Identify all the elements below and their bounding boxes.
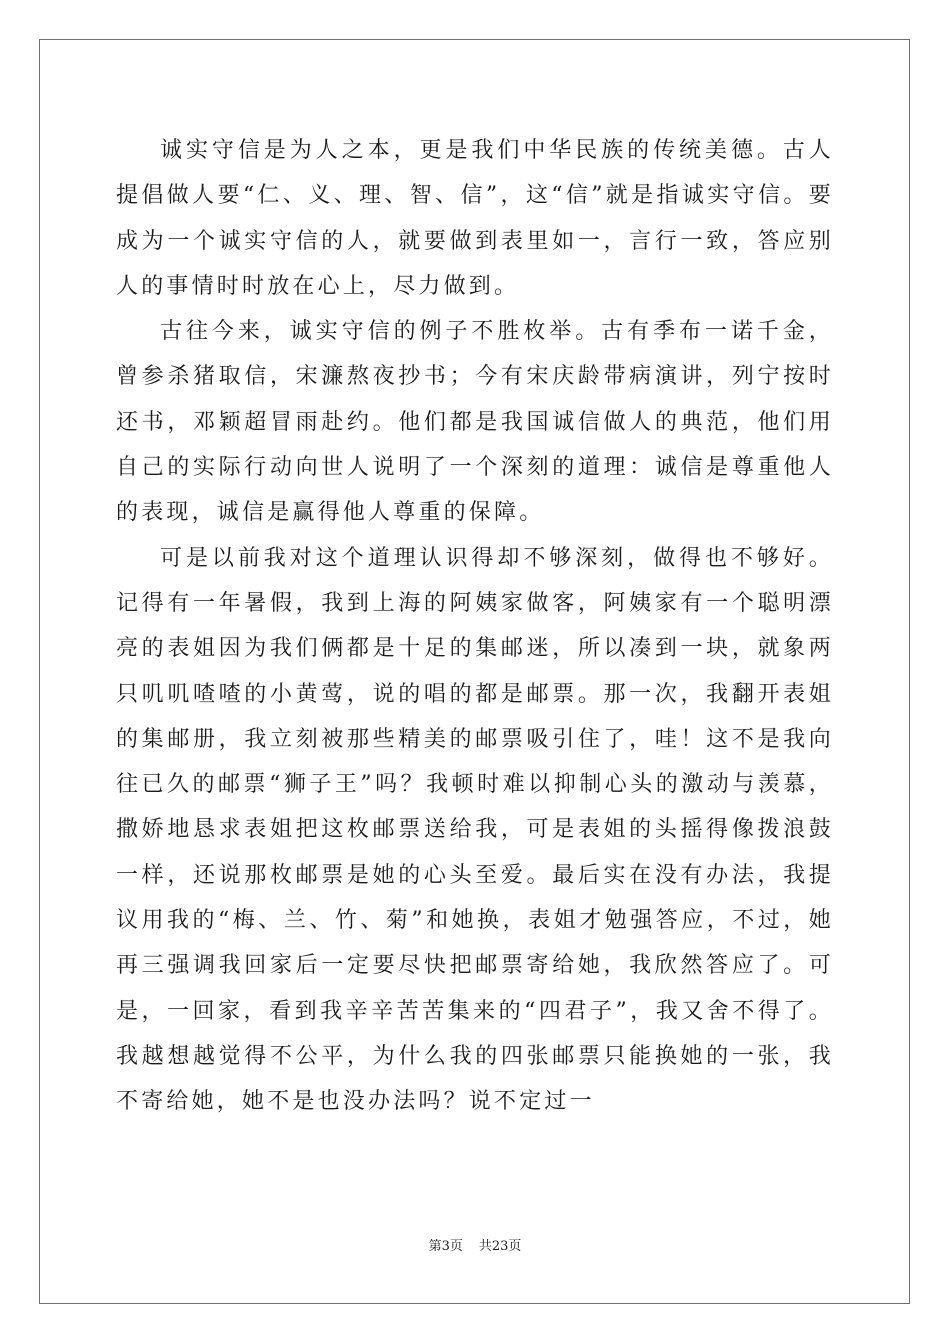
document-body [116, 128, 834, 1125]
page-total: 共23页 [478, 1239, 522, 1254]
paragraph-3: 可是以前我对这个道理认识得却不够深刻，做得也不够好。记得有一年暑假，我到上海的阿姨家做客，阿姨家有一个聪明漂亮的表姐因为我们俩都是十足的集邮迷，所以凑到一块，就象两只叽叽喳喳的小黄莺，说的唱的都是邮票。那一次，我翻开表姐的集邮册，我立刻被那些精美的邮票吸引住了，哇！这不是我向往已久的邮票“狮子王”吗？我顿时难以抑制心头的激动与羡慕，撒娇地恳求表姐把这枚邮票送给我，可是表姐的头摇得像拨浪鼓一样，还说那枚邮票是她的心头至爱。最后实在没有办法，我提议用我的“梅、兰、竹、菊”和她换，表姐才勉强答应，不过，她再三强调我回家后一定要尽快把邮票寄给她，我欣然答应了。可是，一回家，看到我辛辛苦苦集来的“四君子”，我又舍不得了。我越想越觉得不公平，为什么我的四张邮票只能换她的一张，我不寄给她，她不是也没办法吗？说不定过一 [116, 545, 834, 1115]
paragraph-1: 诚实守信是为人之本，更是我们中华民族的传统美德。古人提倡做人要“仁、义、理、智、信”，这“信”就是指诚实守信。要成为一个诚实守信的人，就要做到表里如一，言行一致，答应别人的事情时时放在心上，尽力做到。 [116, 138, 834, 299]
page-footer [0, 1237, 950, 1257]
paragraph-2: 古往今来，诚实守信的例子不胜枚举。古有季布一诺千金，曾参杀猪取信，宋濂熬夜抄书；今有宋庆龄带病演讲，列宁按时还书，邓颖超冒雨赴约。他们都是我国诚信做人的典范，他们用自己的实际行动向世人说明了一个深刻的道理：诚信是尊重他人的表现，诚信是赢得他人尊重的保障。 [116, 319, 834, 526]
page-number: 第3页 [428, 1239, 463, 1254]
